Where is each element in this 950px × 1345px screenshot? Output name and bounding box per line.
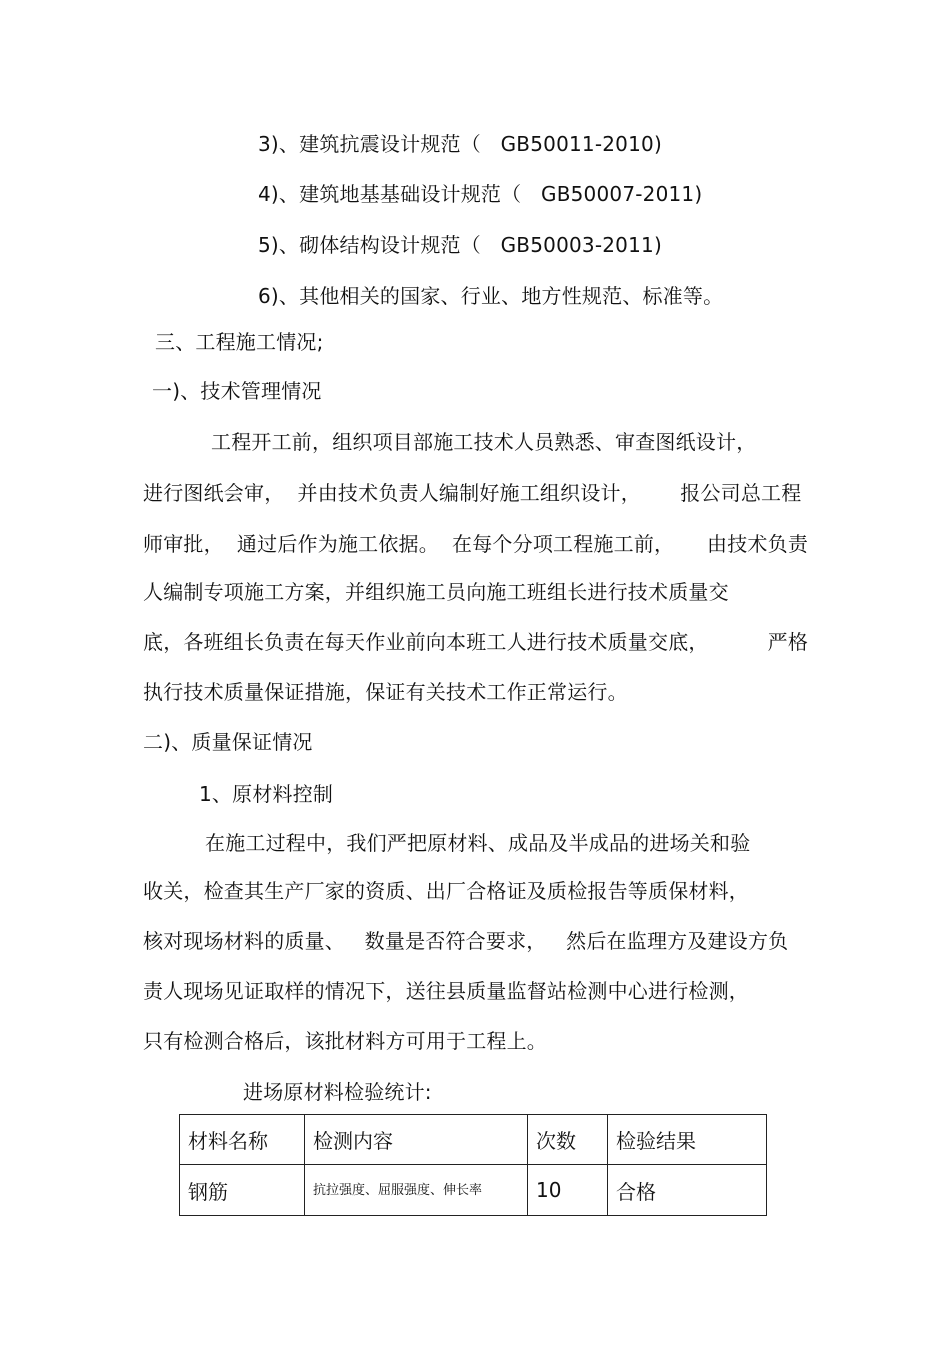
header-count: 次数 xyxy=(528,1115,608,1165)
paragraph-1-line-3: 师审批， 通过后作为施工依据。 在每个分项工程施工前， 由技术负责 xyxy=(143,532,809,556)
table-header-row xyxy=(180,1115,767,1165)
materials-table xyxy=(179,1114,767,1216)
norm-item-3: 3)、建筑抗震设计规范（ GB50011-2010) xyxy=(258,132,662,156)
paragraph-2-line-5: 只有检测合格后，该批材料方可用于工程上。 xyxy=(143,1029,547,1053)
paragraph-2-line-2: 收关，检查其生产厂家的资质、出厂合格证及质检报告等质保材料， xyxy=(143,879,749,903)
paragraph-2-line-1: 在施工过程中，我们严把原材料、成品及半成品的进场关和验 xyxy=(205,831,751,855)
paragraph-1-line-6: 执行技术质量保证措施，保证有关技术工作正常运行。 xyxy=(143,680,628,704)
table-caption: 进场原材料检验统计: xyxy=(243,1080,432,1104)
paragraph-2-line-4: 责人现场见证取样的情况下，送往县质量监督站检测中心进行检测， xyxy=(143,979,749,1003)
cell-test-content: 抗拉强度、屈服强度、伸长率 xyxy=(305,1165,528,1216)
paragraph-2-line-3: 核对现场材料的质量、 数量是否符合要求， 然后在监理方及建设方负 xyxy=(143,929,789,953)
cell-test-result: 合格 xyxy=(608,1165,767,1216)
subsection-heading-2: 二)、质量保证情况 xyxy=(143,730,313,754)
norm-item-4: 4)、建筑地基基础设计规范（ GB50007-2011) xyxy=(258,182,703,206)
table-row xyxy=(180,1165,767,1216)
header-material-name: 材料名称 xyxy=(180,1115,305,1165)
norm-item-5: 5)、砌体结构设计规范（ GB50003-2011) xyxy=(258,233,662,257)
paragraph-1-line-4: 人编制专项施工方案，并组织施工员向施工班组长进行技术质量交 xyxy=(143,580,729,604)
paragraph-1-line-1: 工程开工前，组织项目部施工技术人员熟悉、审查图纸设计， xyxy=(211,430,757,454)
norm-item-6: 6)、其他相关的国家、行业、地方性规范、标准等。 xyxy=(258,284,724,308)
header-test-content: 检测内容 xyxy=(305,1115,528,1165)
cell-material-name: 钢筋 xyxy=(180,1165,305,1216)
cell-count: 10 xyxy=(528,1165,608,1216)
section-heading-3: 三、工程施工情况; xyxy=(155,330,324,354)
header-test-result: 检验结果 xyxy=(608,1115,767,1165)
paragraph-1-line-2: 进行图纸会审， 并由技术负责人编制好施工组织设计， 报公司总工程 xyxy=(143,481,802,505)
item-heading-1: 1、原材料控制 xyxy=(199,782,334,806)
paragraph-1-line-5: 底，各班组长负责在每天作业前向本班工人进行技术质量交底， 严格 xyxy=(143,630,809,654)
subsection-heading-1: 一)、技术管理情况 xyxy=(152,379,322,403)
